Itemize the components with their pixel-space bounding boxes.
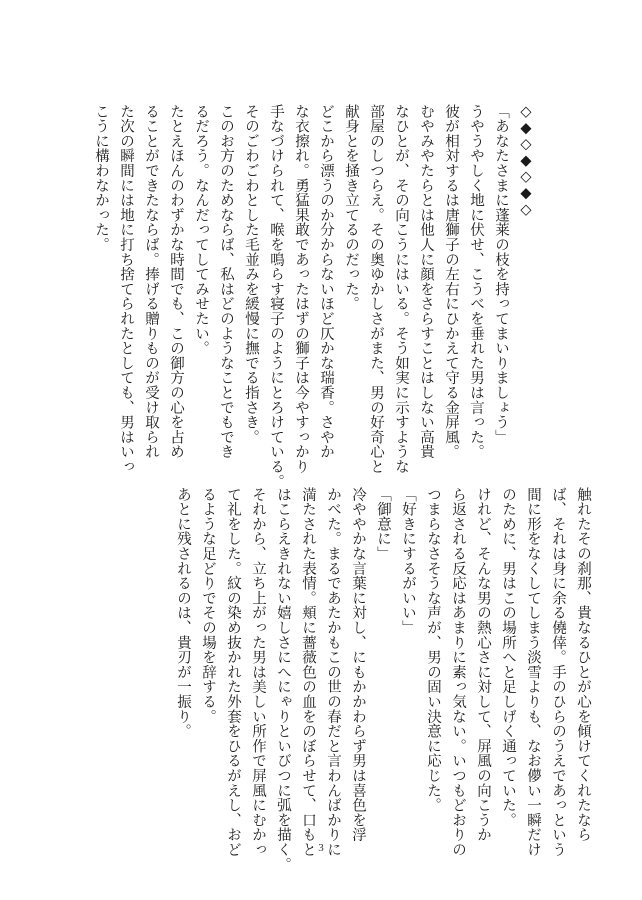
text-line: けれど、そんな男の熱心さに対して、屏風の向こうか xyxy=(475,487,491,843)
text-line: 冷ややかな言葉に対し、にもかかわらず男は喜色を浮 xyxy=(350,487,366,843)
text-line: 触れたその刹那、貴なるひとが心を傾けてくれたなら xyxy=(575,487,591,843)
text-line: なひとが、その向こうにはいる。そう如実に示すような xyxy=(393,104,409,474)
text-line: どこから漂うのか分からないほど仄かな瑞香。さやか xyxy=(318,104,334,460)
text-line: 「御意に」 xyxy=(375,487,391,561)
text-line: 間に形をなくしてしまう淡雪よりも、なお儚い一瞬だけ xyxy=(525,487,541,857)
text-line: 部屋のしつらえ。その奥ゆかしさがまた、男の好奇心と xyxy=(368,104,384,474)
text-line: ば、それは身に余る僥倖。手のひらのうえであっという xyxy=(550,487,566,857)
text-line: こうに構わなかった。 xyxy=(93,104,109,252)
text-line: 「あなたさまに蓬莱の枝を持ってまいりましょう」 xyxy=(493,104,509,445)
text-line: このお方のためならば、私はどのようなことでもでき xyxy=(218,104,234,460)
text-line: うやうやしく地に伏せ、こうべを垂れた男は言った。 xyxy=(468,104,484,460)
text-line: るような足どりでその場を辞する。 xyxy=(200,487,216,724)
text-line: そのごわごわとした毛並みを緩慢に撫でる指さき。 xyxy=(243,104,259,445)
text-line: て礼をした。紋の染め抜かれた外套をひるがえし、おど xyxy=(225,487,241,857)
text-line: はこらえきれない嬉しさにへにゃりといびつに弧を描く。 xyxy=(275,487,291,872)
upper-text-block xyxy=(88,104,538,489)
text-line: た次の瞬間には地に打ち捨てられたとしても、男はいっ xyxy=(118,104,134,474)
text-line: るだろう。なんだってしてみせたい。 xyxy=(193,104,209,356)
text-line: たとえほんのわずかな時間でも、この御方の心を占め xyxy=(168,104,184,460)
text-line: それから、立ち上がった男は美しい所作で屏風にむかっ xyxy=(250,487,266,857)
text-line: ることができたならば。捧げる贈りものが受け取られ xyxy=(143,104,159,460)
text-line: 手なづけられて、喉を鳴らす寝子のようにとろけている。 xyxy=(268,104,284,489)
text-line: あとに残されるのは、貴刃が一振り。 xyxy=(175,487,191,739)
section-divider: ◇◆◇◆◇◆◇ xyxy=(518,104,534,219)
text-line: 満たされた表情。頬に薔薇色の血をのぼらせて、口もと xyxy=(300,487,316,857)
text-line: のために、男はこの場所へと足しげく通っていた。 xyxy=(500,487,516,828)
page-number: 3 xyxy=(318,842,324,854)
text-line: むやみやたらとは他人に顔をさらすことはしない高貴 xyxy=(418,104,434,460)
text-line: つまらなさそうな声が、男の固い決意に応じた。 xyxy=(425,487,441,813)
text-line: 彼が相対するは唐獅子の左右にひかえて守る金屏風。 xyxy=(443,104,459,460)
text-line: ら返される反応はあまりに素っ気ない。いつもどおりの xyxy=(450,487,466,857)
text-line: 献身とを掻き立てるのだった。 xyxy=(343,104,359,312)
text-line: かべた。まるであたかもこの世の春だと言わんばかりに xyxy=(325,487,341,857)
text-line: な衣擦れ。勇猛果敢であったはずの獅子は今やすっかり xyxy=(293,104,309,474)
lower-text-block xyxy=(170,487,595,872)
text-line: 「好きにするがいい」 xyxy=(400,487,416,635)
